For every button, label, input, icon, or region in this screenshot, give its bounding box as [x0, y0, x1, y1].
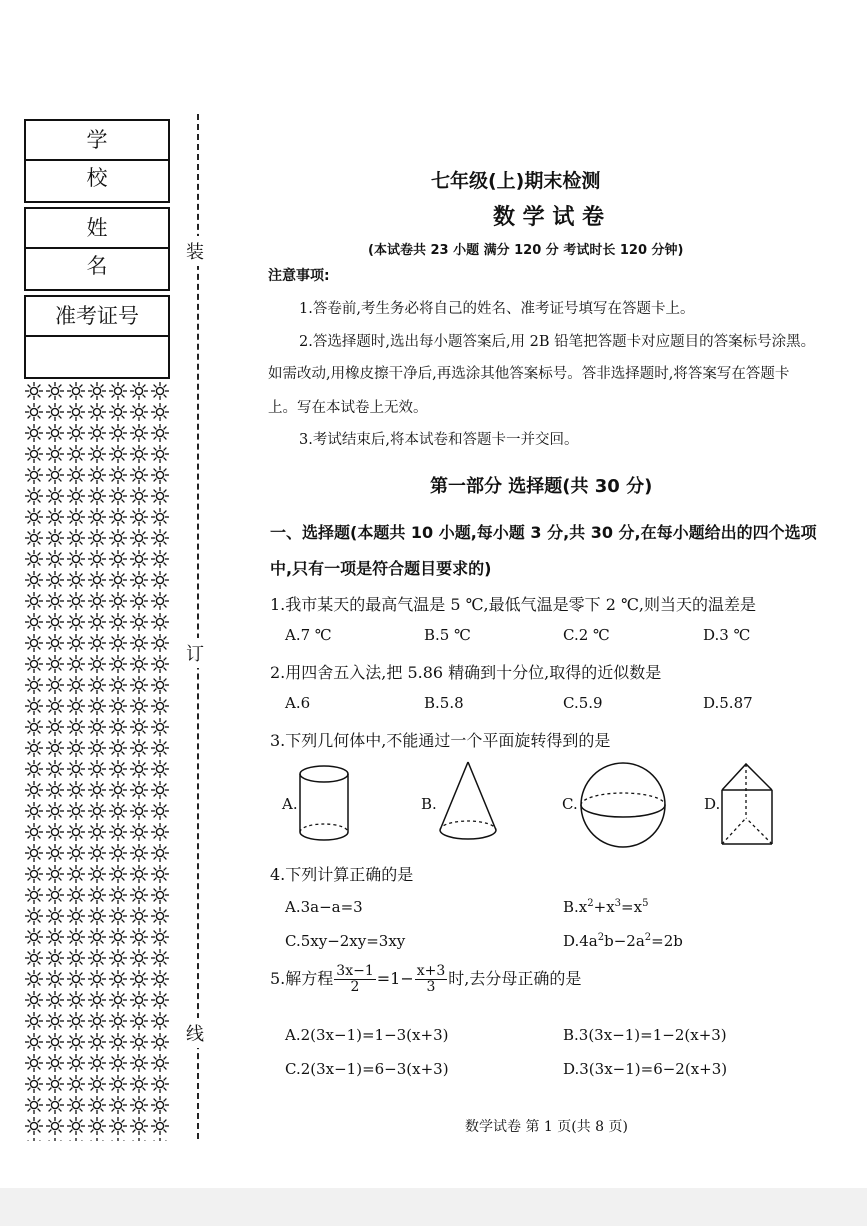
q2-option-a: A.6: [285, 694, 311, 712]
name-box: [24, 207, 170, 291]
q4-option-b: $B.x^2+x^3=x^5$: [563, 898, 649, 916]
q1-option-d: D.3 ℃: [703, 626, 751, 644]
q5-option-a: A.2(3x−1)=1−3(x+3): [285, 1026, 449, 1044]
q1-option-a: A.7 ℃: [285, 626, 332, 644]
subject-title: 数 学 试 卷: [493, 205, 604, 230]
q5-option-c: C.2(3x−1)=6−3(x+3): [285, 1060, 449, 1078]
question-5-stem: 5.解方程 $\frac{3x-1}{2}$ =1− $\frac{x+3}{3}$ 时,去分母正确的是: [270, 963, 582, 995]
question-2-stem: 2.用四舍五入法,把 5.86 精确到十分位,取得的近似数是: [270, 663, 662, 682]
q3-option-a: A.: [282, 795, 298, 813]
prism-figure: [718, 760, 778, 850]
question-4-stem: 4.下列计算正确的是: [270, 865, 414, 884]
part-title: 第一部分 选择题(共 30 分): [430, 476, 653, 497]
cylinder-figure: [296, 762, 352, 846]
seal-pattern: [24, 381, 174, 1141]
q3-option-d: D.: [704, 795, 721, 813]
q2-option-b: B.5.8: [424, 694, 464, 712]
exam-info: (本试卷共 23 小题 满分 120 分 考试时长 120 分钟): [368, 243, 684, 258]
question-1-stem: 1.我市某天的最高气温是 5 ℃,最低气温是零下 2 ℃,则当天的温差是: [270, 595, 756, 614]
notes-heading: 注意事项:: [268, 268, 330, 284]
binding-mark-ding: 订: [186, 638, 204, 668]
section-heading-cont: 中,只有一项是符合题目要求的): [270, 559, 492, 578]
binding-mark-zhuang: 装: [186, 236, 204, 266]
note-item-2-end: 上。写在本试卷上无效。: [268, 400, 428, 416]
binding-line: [197, 114, 199, 1139]
q3-option-b: B.: [421, 795, 437, 813]
question-3-stem: 3.下列几何体中,不能通过一个平面旋转得到的是: [270, 731, 611, 750]
q1-option-b: B.5 ℃: [424, 626, 471, 644]
q3-option-c: C.: [562, 795, 578, 813]
page-footer: 数学试卷 第 1 页(共 8 页): [465, 1119, 628, 1135]
q4-option-a: A.3a−a=3: [285, 898, 363, 916]
fraction-2: $\frac{x+3}{3}$: [416, 963, 446, 995]
q1-option-c: C.2 ℃: [563, 626, 610, 644]
q4-option-c: C.5xy−2xy=3xy: [285, 932, 406, 950]
exam-id-field: [26, 337, 168, 377]
binding-mark-xian: 线: [186, 1018, 204, 1048]
q4-option-d: $D.4a^2b-2a^2=2b$: [563, 932, 683, 950]
school-label: 学校: [26, 121, 168, 161]
q5-option-d: D.3(3x−1)=6−2(x+3): [563, 1060, 728, 1078]
sphere-figure: [576, 760, 670, 850]
name-label: 姓名: [26, 209, 168, 249]
grade-title: 七年级(上)期末检测: [431, 170, 601, 192]
exam-id-box: [24, 295, 170, 379]
note-item-2: 2.答选择题时,选出每小题答案后,用 2B 铅笔把答题卡对应题目的答案标号涂黑。: [299, 334, 816, 350]
cone-figure: [436, 758, 500, 848]
q2-option-d: D.5.87: [703, 694, 753, 712]
q5-option-b: B.3(3x−1)=1−2(x+3): [563, 1026, 727, 1044]
note-item-1: 1.答卷前,考生务必将自己的姓名、准考证号填写在答题卡上。: [299, 301, 695, 317]
bottom-margin: [0, 1188, 867, 1226]
school-box: [24, 119, 170, 203]
note-item-2-cont: 如需改动,用橡皮擦干净后,再选涂其他答案标号。答非选择题时,将答案写在答题卡: [268, 366, 790, 382]
section-heading: 一、选择题(本题共 10 小题,每小题 3 分,共 30 分,在每小题给出的四个选项: [270, 523, 817, 542]
fraction-1: $\frac{3x-1}{2}$: [336, 963, 374, 995]
exam-id-label: 准考证号: [26, 297, 168, 337]
q2-option-c: C.5.9: [563, 694, 603, 712]
note-item-3: 3.考试结束后,将本试卷和答题卡一并交回。: [299, 432, 579, 448]
